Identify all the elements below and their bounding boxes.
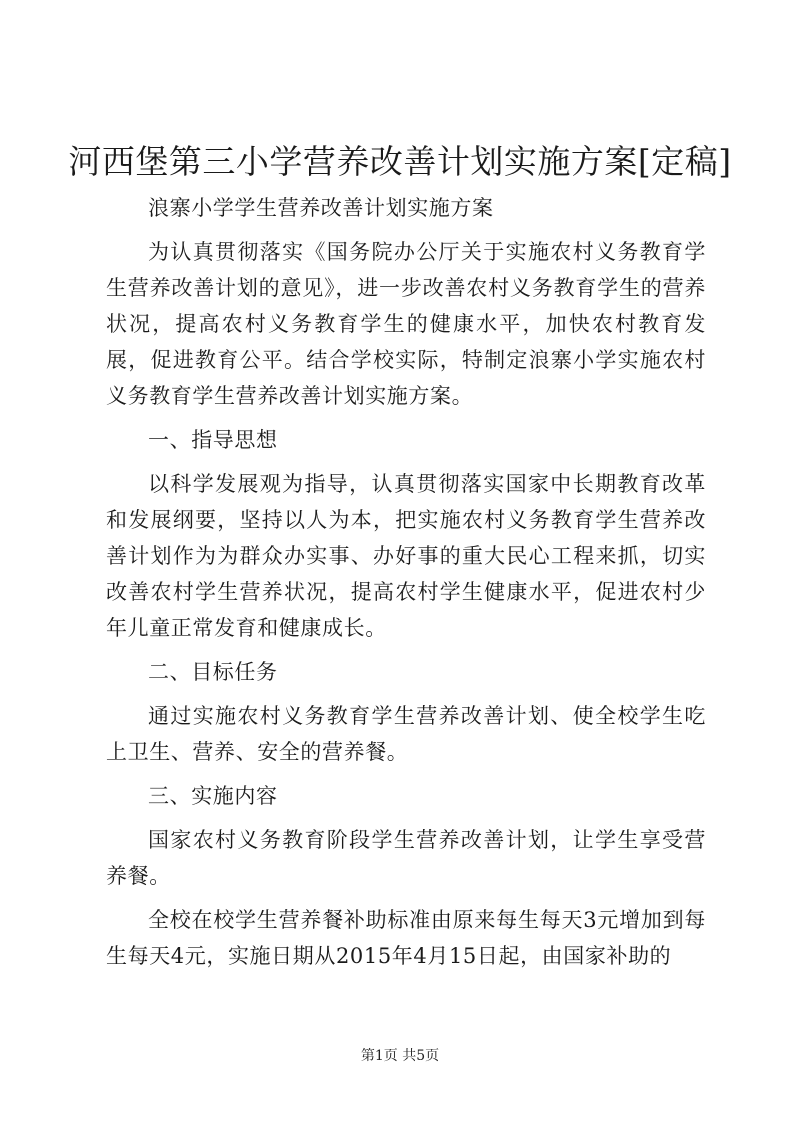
document-title: 河西堡第三小学营养改善计划实施方案[定稿] (68, 142, 732, 181)
section-heading-guiding-thought: 一、指导思想 (148, 428, 278, 452)
section-heading-content: 三、实施内容 (148, 784, 278, 808)
intro-paragraph: 为认真贯彻落实《国务院办公厅关于实施农村义务教育学生营养改善计划的意见》，进一步改善农村义务教育学生的营养状况，提高农村义务教育学生的健康水平，加快农村教育发展，促进教育公平。结合学校实际，特制定浪寨小学实施农村义务教育学生营养改善计划实施方案。 (106, 240, 706, 408)
page-number-footer: 第1页 共5页 (360, 1048, 440, 1064)
subtitle-paragraph: 浪寨小学学生营养改善计划实施方案 (148, 196, 494, 220)
goals-paragraph: 通过实施农村义务教育学生营养改善计划、使全校学生吃上卫生、营养、安全的营养餐。 (106, 704, 706, 764)
content-paragraph: 国家农村义务教育阶段学生营养改善计划，让学生享受营养餐。 (106, 828, 706, 888)
guiding-thought-paragraph: 以科学发展观为指导，认真贯彻落实国家中长期教育改革和发展纲要，坚持以人为本，把实施农村义务教育学生营养改善计划作为为群众办实事、办好事的重大民心工程来抓，切实改善农村学生营养状况，提高农村学生健康水平，促进农村少年儿童正常发育和健康成长。 (106, 472, 706, 640)
subsidy-paragraph: 全校在校学生营养餐补助标准由原来每生每天3元增加到每生每天4元，实施日期从2015年4月15日起，由国家补助的 (106, 908, 706, 968)
document-body (106, 190, 706, 982)
section-heading-goals: 二、目标任务 (148, 660, 278, 684)
